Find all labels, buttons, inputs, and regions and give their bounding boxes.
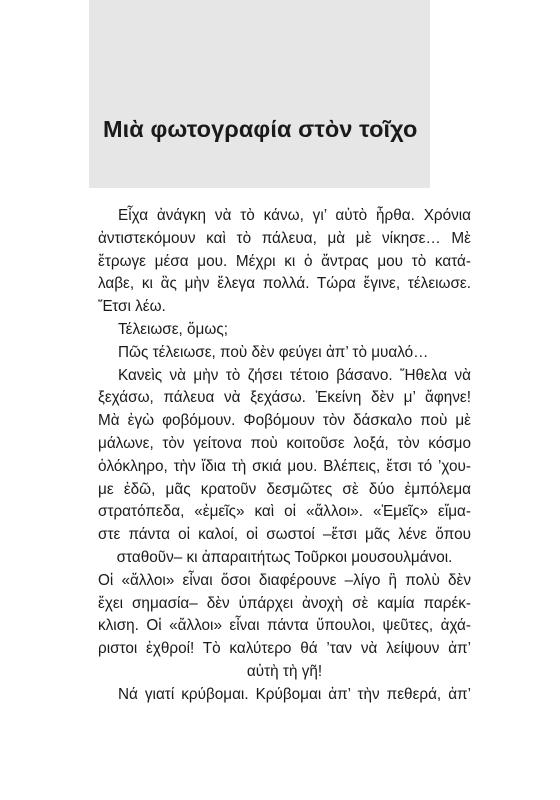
text-line: ἀντιστεκόμουν καὶ τὸ πάλευα, μὰ μὲ νίκησε… Μὲ: [98, 229, 471, 247]
text-line: στρατόπεδα, «ἐμεῖς» καὶ οἱ «ἄλλοι». «Ἐμεῖς» εἴμα-: [98, 503, 471, 521]
text-line: Οἱ «ἄλλοι» εἶναι ὅσοι διαφέρουνε –λίγο ἢ πολὺ δὲν: [98, 571, 471, 589]
text-line: Πῶς τέλειωσε, ποὺ δὲν φεύγει ἀπ’ τὸ μυαλό…: [118, 343, 429, 361]
text-line: Νά γιατί κρύβομαι. Κρύβομαι ἀπ’ τὴν πεθερά, ἀπ’: [118, 685, 471, 703]
text-line: Κανεὶς νὰ μὴν τὸ ζήσει τέτοιο βάσανο. Ἤθελα νὰ: [118, 366, 471, 384]
text-line: ξεχάσω, πάλευα νὰ ξεχάσω. Ἐκείνη δὲν μ’ ἄφηνε!: [98, 389, 471, 407]
text-line: Τέλειωσε, ὅμως;: [118, 320, 228, 338]
chapter-title: Μιὰ φωτογραφία στὸν τοῖχο: [103, 116, 418, 142]
text-line: Μὰ ἐγὼ φοβόμουν. Φοβόμουν τὸν δάσκαλο ποὺ μὲ: [98, 412, 471, 430]
text-line: μάλωνε, τὸν γείτονα ποὺ κοιτοῦσε λοξά, τὸν κόσμο: [98, 434, 471, 452]
text-line: στε πάντα οἱ καλοί, οἱ σωστοί –ἔτσι μᾶς λένε ὅπου: [98, 526, 471, 544]
text-line: σταθοῦν– κι ἀπαραιτήτως Τοῦρκοι μουσουλμάνοι.: [116, 548, 453, 566]
text-line: ριστοι ἐχθροί! Τὸ καλύτερο θά ’ταν νὰ λείψουν ἀπ’: [98, 640, 471, 658]
body-text: [98, 205, 471, 707]
text-line: Ἔτσι λέω.: [98, 298, 166, 316]
text-line: ἔχει σημασία– δὲν ὑπάρχει ἀνοχὴ σὲ καμία παρέκ-: [98, 594, 471, 612]
text-line: Εἶχα ἀνάγκη νὰ τὸ κάνω, γι’ αὐτὸ ἦρθα. Χρόνια: [118, 207, 471, 224]
text-line: κλιση. Οἱ «ἄλλοι» εἶναι πάντα ὕπουλοι, ψεῦτες, ἀχά-: [98, 617, 471, 635]
text-line: ὁλόκληρο, τὴν ἴδια τὴ σκιά μου. Βλέπεις, ἔτσι τό ’χου-: [98, 457, 471, 475]
text-line: αὐτὴ τὴ γῆ!: [246, 662, 323, 680]
text-line: με ἐδῶ, μᾶς κρατοῦν δεσμῶτες σὲ δύο ἐμπόλεμα: [98, 480, 471, 498]
text-line: ἔτρωγε μέσα μου. Μέχρι κι ὁ ἄντρας μου τὸ κατά-: [98, 252, 471, 270]
text-line: λαβε, κι ἂς μὴν ἔλεγα πολλά. Τώρα ἔγινε, τέλειωσε.: [98, 275, 471, 293]
chapter-title-block: [89, 0, 430, 188]
